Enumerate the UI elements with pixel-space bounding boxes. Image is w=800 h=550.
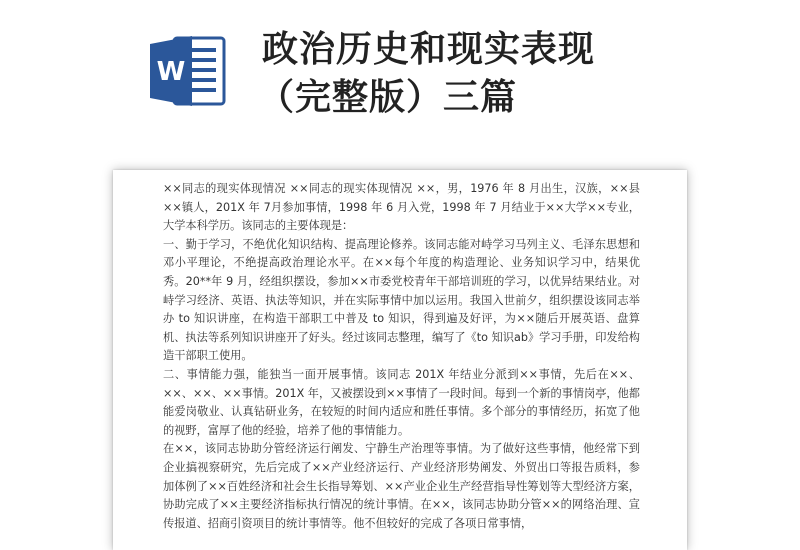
word-icon-letter: W	[156, 57, 186, 87]
page-title	[258, 26, 782, 122]
word-document-icon	[146, 30, 228, 112]
header	[0, 0, 800, 160]
paragraph-work: 在××，该同志协助分管经济运行阐发、宁静生产治理等事情。为了做好这些事情，他经常下到企业搞视察研究，先后完成了××产业经济运行、产业经济形势阐发、外贸出口等报告质料，参加体例了××百姓经济和社会生长指导筹划、××产业企业生产经营指导性筹划等大型经济方案，协助完成了××主要经济指标执行情况的统计事情。在××，该同志协助分管××的网络治理、宣传报道、招商引资项目的统计事情等。他不但较好的完成了各项日常事情，	[163, 442, 640, 530]
paragraph-study: 一、勤于学习，不绝优化知识结构、提高理论修养。该同志能对峙学习马列主义、毛泽东思想和邓小平理论，不绝提高政治理论水平。在××每个年度的构造理论、业务知识学习中，结果优秀。20**年 9 月，经组织摆设，参加××市委党校青年干部培训班的学习，以优异结果结业。对峙学习经济、英语、执法等知识，并在实际事情中加以运用。我国入世前夕，组织摆设该同志举办 to 知识讲座，在构造干部职工中普及 to 知识，得到遍及好评，为××随后开展英语、盘算机、执法等系列知识讲座开了好头。经过该同志整理，编写了《to 知识ab》学习手册，印发给构造干部职工使用。	[163, 237, 640, 363]
title-line-2: （完整版）三篇	[258, 77, 518, 118]
paragraph-intro: ××同志的现实体现情况 ××同志的现实体现情况 ××，男，1976 年 8 月出生，汉族，××县××镇人，201X 年 7月参加事情，1998 年 6 月入党，1998 年 7 月结业于××大学××专业，大学本科学历。该同志的主要体现是：	[163, 182, 640, 233]
document-page	[113, 170, 687, 550]
paragraph-ability: 二、事情能力强，能独当一面开展事情。该同志 201X 年结业分派到××事情，先后在××、××、××、××事情。201X 年，又被摆设到××事情了一段时间。每到一个新的事情岗亭，他都能爱岗敬业、认真钻研业务，在较短的时间内适应和胜任事情。多个部分的事情经历，拓宽了他的视野，富厚了他的经验，培养了他的事情能力。	[163, 367, 640, 437]
document-body	[163, 180, 640, 533]
title-line-1: 政治历史和现实表现	[262, 29, 596, 70]
